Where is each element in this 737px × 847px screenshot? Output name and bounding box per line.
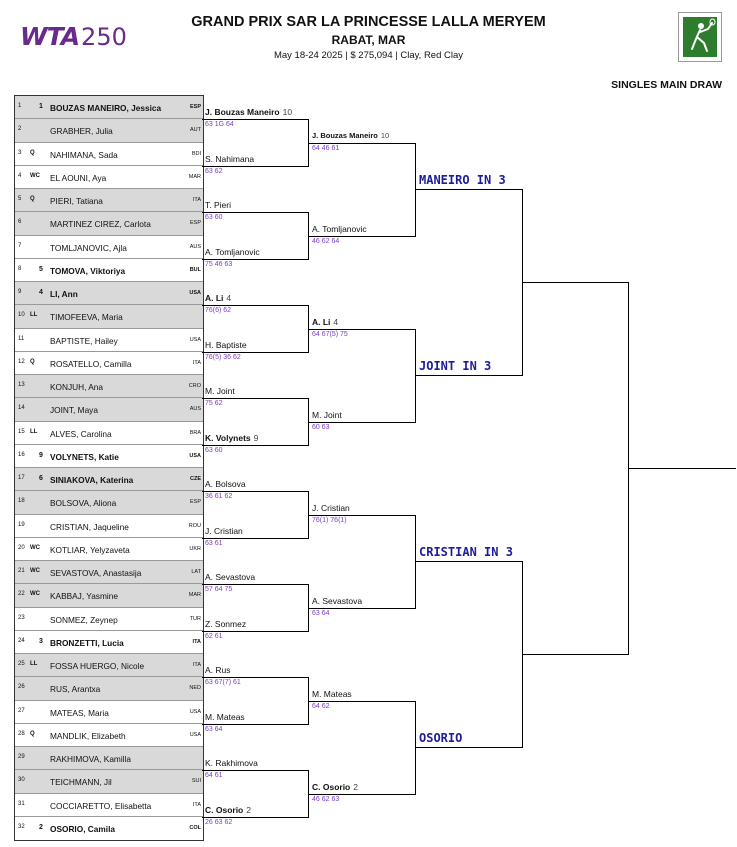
winner-name	[205, 805, 251, 815]
player-country: ROU	[188, 522, 201, 529]
bracket-line	[202, 677, 308, 678]
match-score: 63 1G 64	[205, 121, 234, 129]
draw-row	[15, 119, 203, 142]
draw-position: 25	[18, 661, 25, 667]
match-score: 76(1) 76(1)	[312, 516, 347, 524]
bracket-line	[415, 747, 522, 748]
tournament-city: RABAT, MAR	[331, 33, 406, 47]
draw-position: 18	[18, 498, 25, 505]
bracket-line	[415, 189, 522, 190]
winner-player: M. Mateas	[312, 688, 352, 699]
draw-row	[15, 724, 203, 747]
player-country: UKR	[189, 545, 201, 552]
tournament-level: 250	[81, 23, 127, 51]
draw-row	[15, 143, 203, 166]
entry-status: Q	[30, 149, 35, 156]
tennis-player-emblem-icon	[678, 12, 722, 62]
player-country: USA	[189, 708, 201, 715]
winner-name	[205, 619, 246, 629]
bracket-line	[308, 422, 415, 423]
player-name: BRONZETTI, Lucia	[50, 637, 124, 648]
semifinal-label: OSORIO	[419, 731, 463, 745]
match-score: 26 63 62	[205, 818, 233, 826]
winner-player: A. Li	[312, 316, 331, 327]
draw-row	[15, 677, 203, 700]
match-score: 64 67(5) 75	[312, 330, 348, 338]
player-name: EL AOUNI, Aya	[50, 172, 107, 183]
draw-row	[15, 329, 203, 352]
player-country: ESP	[189, 220, 201, 227]
player-country: TUR	[189, 615, 201, 622]
bracket-line	[202, 352, 308, 353]
winner-seed: 2	[246, 804, 251, 815]
draw-position: 10	[18, 312, 25, 319]
draw-row	[15, 259, 203, 282]
bracket-line	[415, 561, 522, 562]
player-name: JOINT, Maya	[50, 405, 98, 416]
draw-position: 3	[18, 149, 22, 156]
draw-row	[15, 352, 203, 375]
player-country: AUT	[190, 127, 201, 134]
match-score: 63 60	[205, 446, 223, 454]
draw-row	[15, 561, 203, 584]
player-country: USA	[189, 336, 201, 343]
draw-row	[15, 189, 203, 212]
player-country: BUL	[189, 266, 201, 273]
draw-row	[15, 747, 203, 770]
bracket-line	[202, 584, 308, 585]
bracket-line	[202, 445, 308, 446]
bracket-line	[202, 398, 308, 399]
winner-player: J. Bouzas Maneiro	[312, 130, 378, 140]
bracket-line	[308, 236, 415, 237]
draw-position: 6	[18, 219, 22, 226]
player-country: SUI	[191, 778, 201, 785]
player-name: MARTINEZ CIREZ, Carlota	[50, 219, 151, 230]
winner-player: K. Volynets	[205, 432, 251, 443]
draw-row	[15, 212, 203, 235]
player-country: ESP	[189, 104, 201, 110]
bracket-line	[202, 817, 308, 818]
winner-player: A. Bolsova	[205, 479, 246, 490]
bracket-line	[522, 654, 628, 655]
player-name: LI, Ann	[50, 289, 78, 299]
player-name: BAPTISTE, Hailey	[50, 335, 118, 346]
draw-row	[15, 584, 203, 607]
semifinal-label: CRISTIAN IN 3	[419, 545, 513, 559]
draw-row	[15, 422, 203, 445]
winner-name	[205, 479, 246, 489]
player-name: TOMOVA, Viktoriya	[50, 265, 126, 276]
player-name: RUS, Arantxa	[50, 684, 101, 695]
bracket-line	[308, 329, 415, 330]
draw-position: 7	[18, 242, 22, 249]
semifinal-label: JOINT IN 3	[419, 359, 492, 373]
bracket-line	[202, 305, 308, 306]
winner-player: A. Tomljanovic	[312, 223, 367, 234]
player-name: KABBAJ, Yasmine	[50, 591, 118, 602]
winner-player: A. Rus	[205, 665, 231, 676]
player-country: AUS	[189, 406, 201, 413]
draw-row	[15, 794, 203, 817]
player-name: MANDLIK, Elizabeth	[50, 730, 126, 741]
player-name: TEICHMANN, Jil	[50, 777, 112, 788]
draw-row	[15, 236, 203, 259]
bracket-line	[202, 212, 308, 213]
winner-player: A. Sevastova	[312, 595, 363, 606]
winner-seed: 2	[353, 781, 358, 792]
seed-number: 5	[39, 265, 43, 273]
winner-name	[205, 386, 235, 396]
bracket-line	[628, 468, 736, 469]
winner-player: K. Rakhimova	[205, 758, 258, 769]
winner-name	[205, 340, 247, 350]
winner-player: C. Osorio	[205, 804, 244, 815]
player-name: SEVASTOVA, Anastasija	[50, 568, 142, 578]
draw-position: 30	[18, 777, 25, 784]
seed-number: 4	[39, 289, 43, 296]
entry-status: Q	[30, 196, 35, 202]
player-name: OSORIO, Camila	[50, 823, 116, 834]
winner-player: A. Sevastova	[205, 572, 256, 583]
draw-position: 29	[18, 754, 25, 760]
bracket-line	[202, 631, 308, 632]
winner-player: J. Bouzas Maneiro	[205, 107, 280, 118]
seed-number: 3	[39, 637, 43, 645]
draw-position: 4	[18, 172, 22, 179]
player-country: MAR	[188, 173, 201, 180]
winner-name	[205, 154, 254, 164]
player-country: ITA	[192, 359, 201, 366]
entry-status: LL	[30, 661, 38, 667]
winner-name	[312, 224, 367, 234]
match-score: 60 63	[312, 423, 330, 431]
player-country: NED	[189, 685, 201, 692]
tournament-header	[0, 14, 737, 61]
entry-status: WC	[30, 591, 40, 598]
winner-name	[205, 758, 258, 768]
seed-number: 6	[39, 475, 43, 482]
draw-position: 13	[18, 382, 25, 388]
winner-player: A. Tomljanovic	[205, 246, 260, 257]
player-name: RAKHIMOVA, Kamilla	[50, 754, 131, 764]
winner-player: J. Cristian	[205, 525, 243, 536]
wta-logo-text: WTA	[20, 22, 80, 51]
draw-row	[15, 96, 203, 119]
bracket-line	[308, 701, 415, 702]
player-country: USA	[189, 731, 201, 738]
winner-seed: 10	[282, 107, 293, 118]
draw-row	[15, 608, 203, 631]
player-name: TIMOFEEVA, Maria	[50, 312, 123, 323]
player-name: BOLSOVA, Aliona	[50, 498, 117, 509]
entry-status: WC	[30, 172, 40, 179]
bracket-line	[202, 166, 308, 167]
player-country: ESP	[189, 499, 201, 506]
match-score: 64 46 61	[312, 144, 340, 152]
player-country: ITA	[192, 638, 201, 645]
draw-row	[15, 398, 203, 421]
winner-name	[312, 782, 358, 792]
winner-player: H. Baptiste	[205, 339, 247, 350]
player-country: ITA	[192, 662, 201, 668]
match-score: 46 62 64	[312, 237, 340, 245]
player-country: MAR	[188, 592, 201, 599]
winner-player: J. Cristian	[312, 502, 350, 513]
player-country: ITA	[192, 801, 201, 808]
player-name: NAHIMANA, Sada	[50, 149, 118, 160]
match-score: 64 62	[312, 702, 330, 710]
draw-row	[15, 282, 203, 305]
draw-row	[15, 515, 203, 538]
bracket-line	[202, 538, 308, 539]
draw-position: 28	[18, 730, 25, 737]
player-name: MATEAS, Maria	[50, 707, 109, 718]
draw-row	[15, 305, 203, 328]
draw-position: 2	[18, 126, 22, 133]
winner-name	[312, 689, 352, 699]
draw-position: 20	[18, 544, 25, 551]
entry-status: Q	[30, 730, 35, 737]
draw-row	[15, 654, 203, 677]
bracket-line	[308, 794, 415, 795]
draw-position: 8	[18, 265, 22, 272]
winner-name	[205, 200, 231, 210]
winner-name	[205, 665, 231, 675]
draw-row	[15, 817, 203, 840]
bracket-line	[308, 515, 415, 516]
match-score: 62 61	[205, 632, 223, 640]
draw-table	[14, 95, 204, 841]
entry-status: LL	[30, 312, 38, 319]
match-score: 46 62 63	[312, 795, 340, 803]
draw-row	[15, 375, 203, 398]
seed-number: 9	[39, 451, 43, 459]
player-name: ROSATELLO, Camilla	[50, 358, 132, 369]
draw-row	[15, 770, 203, 793]
tournament-meta: May 18-24 2025 | $ 275,094 | Clay, Red Clay	[273, 50, 464, 61]
winner-seed: 9	[253, 432, 259, 443]
bracket-line	[308, 143, 415, 144]
player-name: KOTLIAR, Yelyzaveta	[50, 544, 130, 555]
draw-position: 15	[18, 428, 25, 435]
winner-seed: 10	[380, 130, 390, 140]
player-name: FOSSA HUERGO, Nicole	[50, 661, 145, 671]
seed-number: 2	[39, 823, 43, 831]
player-country: AUS	[189, 243, 201, 250]
match-score: 63 60	[205, 214, 223, 222]
winner-player: M. Joint	[312, 409, 342, 420]
player-name: SINIAKOVA, Katerina	[50, 475, 134, 485]
player-name: SONMEZ, Zeynep	[50, 614, 118, 625]
draw-position: 31	[18, 800, 25, 807]
winner-name	[205, 526, 243, 536]
draw-row	[15, 631, 203, 654]
match-score: 36 61 62	[205, 493, 233, 501]
match-score: 64 61	[205, 772, 223, 780]
draw-position: 23	[18, 614, 25, 621]
entry-status: LL	[30, 428, 38, 435]
player-country: USA	[189, 290, 201, 296]
draw-row	[15, 468, 203, 491]
player-name: VOLYNETS, Katie	[50, 451, 119, 462]
entry-status: Q	[30, 358, 35, 365]
winner-name	[312, 410, 342, 420]
winner-player: S. Nahimana	[205, 153, 255, 164]
bracket-line	[202, 724, 308, 725]
match-score: 63 61	[205, 539, 223, 547]
draw-position: 22	[18, 591, 25, 598]
player-name: KONJUH, Ana	[50, 382, 104, 392]
match-score: 75 46 63	[205, 260, 233, 268]
match-score: 63 62	[205, 167, 223, 175]
winner-name	[205, 247, 260, 257]
match-score: 57 64 75	[205, 586, 233, 594]
player-name: BOUZAS MANEIRO, Jessica	[50, 103, 162, 113]
bracket-line	[202, 491, 308, 492]
winner-name	[312, 131, 389, 140]
player-country: COL	[189, 824, 201, 831]
winner-name	[205, 712, 245, 722]
draw-row	[15, 701, 203, 724]
bracket-line	[522, 282, 628, 283]
player-name: GRABHER, Julia	[50, 126, 113, 137]
draw-position: 14	[18, 405, 25, 412]
match-score: 76(6) 62	[205, 307, 232, 315]
draw-position: 32	[18, 823, 25, 830]
player-name: TOMLJANOVIC, Ajla	[50, 242, 127, 253]
winner-player: M. Joint	[205, 386, 235, 397]
player-country: LAT	[191, 569, 201, 575]
draw-row	[15, 445, 203, 468]
draw-position: 17	[18, 475, 25, 481]
match-score: 75 62	[205, 400, 223, 408]
player-country: USA	[189, 452, 201, 459]
winner-player: A. Li	[205, 293, 224, 304]
entry-status: WC	[30, 544, 40, 551]
semifinal-label: MANEIRO IN 3	[419, 173, 506, 187]
winner-player: M. Mateas	[205, 711, 245, 722]
draw-label: SINGLES MAIN DRAW	[611, 79, 722, 91]
match-score: 63 67(7) 61	[205, 679, 241, 687]
draw-row	[15, 166, 203, 189]
winner-name	[312, 596, 362, 606]
draw-row	[15, 538, 203, 561]
draw-position: 1	[18, 103, 22, 109]
match-score: 76(5) 36 62	[205, 353, 241, 361]
player-country: BDI	[191, 150, 201, 157]
player-country: CZE	[190, 476, 201, 482]
winner-player: T. Pieri	[205, 200, 231, 211]
winner-name	[205, 107, 292, 117]
player-name: COCCIARETTO, Elisabetta	[50, 800, 152, 811]
draw-position: 26	[18, 684, 25, 691]
player-name: PIERI, Tatiana	[50, 196, 103, 206]
draw-row	[15, 491, 203, 514]
bracket-line	[202, 770, 308, 771]
winner-player: C. Osorio	[312, 781, 351, 792]
winner-name	[205, 293, 231, 303]
seed-number: 1	[39, 103, 43, 110]
winner-name	[205, 433, 258, 443]
bracket-line	[202, 259, 308, 260]
draw-position: 24	[18, 637, 25, 644]
winner-player: Z. Sonmez	[205, 618, 247, 629]
player-country: CRO	[188, 383, 201, 389]
draw-position: 9	[18, 289, 22, 295]
winner-name	[312, 503, 350, 513]
player-country: BRA	[189, 429, 201, 436]
bracket-line	[202, 119, 308, 120]
draw-position: 27	[18, 707, 25, 714]
draw-position: 11	[18, 335, 25, 342]
draw-position: 12	[18, 358, 25, 365]
tournament-title: GRAND PRIX SAR LA PRINCESSE LALLA MERYEM	[191, 14, 546, 30]
player-name: CRISTIAN, Jaqueline	[50, 521, 129, 532]
entry-status: WC	[30, 568, 40, 574]
player-country: ITA	[192, 197, 201, 203]
bracket-line	[308, 608, 415, 609]
player-name: ALVES, Carolina	[50, 428, 112, 439]
winner-name	[312, 317, 338, 327]
match-score: 63 64	[312, 609, 330, 617]
draw-position: 19	[18, 521, 25, 528]
match-score: 63 64	[205, 725, 223, 733]
winner-name	[205, 572, 255, 582]
winner-seed: 4	[333, 316, 339, 327]
draw-position: 16	[18, 451, 25, 458]
draw-position: 21	[18, 568, 25, 574]
draw-position: 5	[18, 196, 22, 202]
winner-seed: 4	[226, 293, 232, 304]
bracket-line	[415, 375, 522, 376]
